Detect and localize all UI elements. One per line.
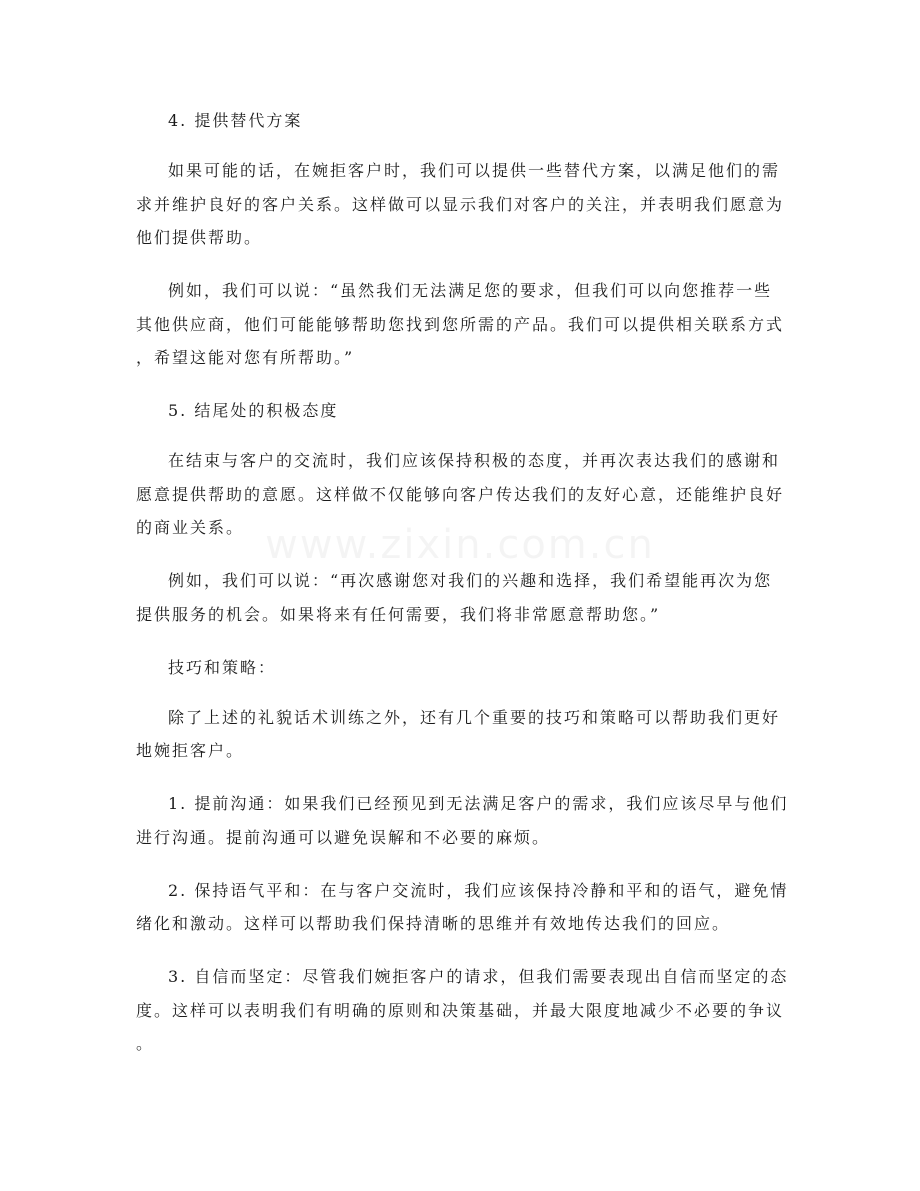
text-line: 。 — [136, 1034, 155, 1053]
text-line: ，希望这能对您有所帮助。” — [136, 348, 355, 367]
list-item — [136, 960, 796, 1061]
text-line: 例如，我们可以说：“虽然我们无法满足您的要求，但我们可以向您推荐一些 — [168, 281, 773, 300]
list-item — [136, 874, 796, 941]
text-line: 的商业关系。 — [136, 518, 245, 537]
section-heading — [136, 104, 796, 138]
text-line: 提供服务的机会。如果将来有任何需要，我们将非常愿意帮助您。” — [136, 604, 661, 624]
text-line: 地婉拒客户。 — [136, 741, 245, 760]
section-heading — [136, 651, 796, 685]
text-line: 2. 保持语气平和：在与客户交流时，我们应该保持冷静和平和的语气，避免情 — [168, 880, 789, 900]
heading-text: 技巧和策略： — [168, 657, 277, 677]
list-item — [136, 787, 796, 854]
text-line: 3. 自信而坚定：尽管我们婉拒客户的请求，但我们需要表现出自信而坚定的态 — [168, 967, 789, 986]
text-line: 1. 提前沟通：如果我们已经预见到无法满足客户的需求，我们应该尽早与他们 — [168, 794, 789, 813]
text-line: 度。这样可以表明我们有明确的原则和决策基础，并最大限度地减少不必要的争议 — [136, 1000, 785, 1020]
paragraph — [136, 444, 796, 545]
text-line: 除了上述的礼貌话术训练之外，还有几个重要的技巧和策略可以帮助我们更好 — [168, 707, 781, 727]
text-line: 例如，我们可以说：“再次感谢您对我们的兴趣和选择，我们希望能再次为您 — [168, 571, 773, 590]
document-page — [136, 104, 796, 1080]
paragraph — [136, 274, 796, 375]
text-line: 进行沟通。提前沟通可以避免误解和不必要的麻烦。 — [136, 827, 551, 847]
text-line: 愿意提供帮助的意愿。这样做不仅能够向客户传达我们的友好心意，还能维护良好 — [136, 484, 785, 504]
text-line: 绪化和激动。这样可以帮助我们保持清晰的思维并有效地传达我们的回应。 — [136, 914, 731, 933]
paragraph — [136, 564, 796, 631]
text-line: 求并维护良好的客户关系。这样做可以显示我们对客户的关注，并表明我们愿意为 — [136, 194, 785, 214]
paragraph — [136, 154, 796, 255]
text-line: 他们提供帮助。 — [136, 228, 263, 247]
paragraph — [136, 701, 796, 768]
text-line: 在结束与客户的交流时，我们应该保持积极的态度，并再次表达我们的感谢和 — [168, 451, 781, 470]
section-heading — [136, 394, 796, 428]
heading-text: 5. 结尾处的积极态度 — [168, 401, 339, 420]
text-line: 如果可能的话，在婉拒客户时，我们可以提供一些替代方案，以满足他们的需 — [168, 161, 781, 180]
heading-text: 4. 提供替代方案 — [168, 111, 303, 130]
text-line: 其他供应商，他们可能能够帮助您找到您所需的产品。我们可以提供相关联系方式 — [136, 314, 785, 334]
